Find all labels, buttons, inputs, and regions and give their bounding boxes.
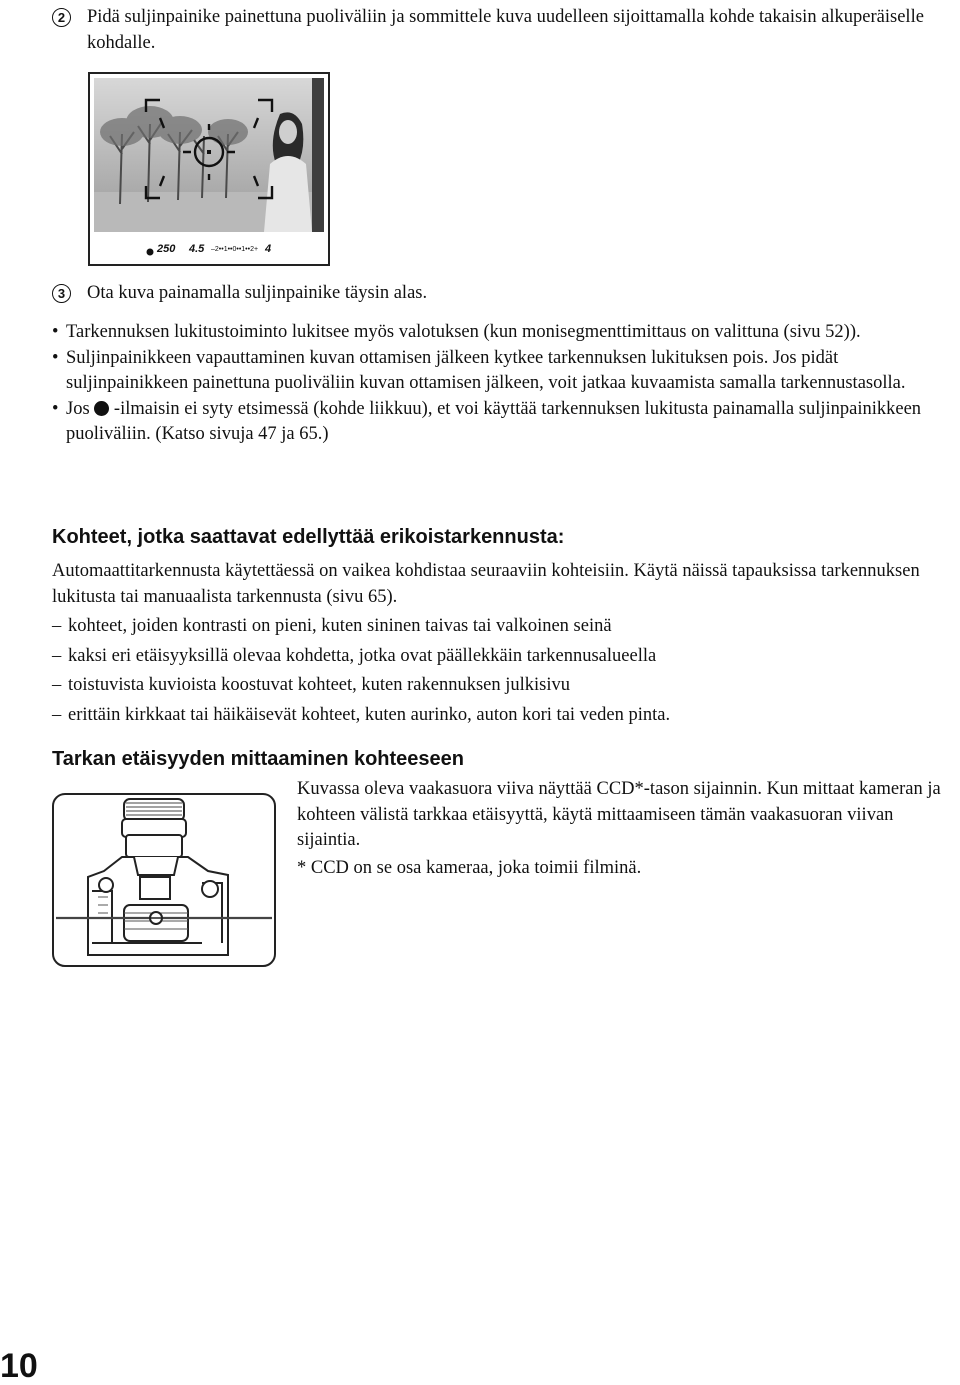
- step-2-text: Pidä suljinpainike painettuna puoliväliin ja sommittele kuva uudelleen sijoittamalla kohde takaisin alkuperäiselle kohdalle.: [87, 7, 924, 53]
- camera-drawing: [52, 793, 276, 967]
- list-item: [52, 701, 947, 731]
- dash-symbol: –: [52, 616, 62, 636]
- difficult-subjects-list: [52, 612, 947, 730]
- section-intro: Automaattitarkennusta käytettäessä on vaikea kohdistaa seuraaviin kohteisiin. Käytä näissä tapauksissa tarkennuksen lukitusta tai manuaalista tarkennusta (sivu 65).: [52, 561, 920, 607]
- step-3: [52, 281, 942, 307]
- bullet-symbol: •: [52, 322, 59, 342]
- readout-scale: –2••1••0••1••2+: [211, 246, 259, 253]
- page-number: 10: [0, 1347, 38, 1385]
- bullet-symbol: •: [52, 347, 59, 368]
- list-item-text: toistuvista kuvioista koostuvat kohteet, kuten rakennuksen julkisivu: [68, 675, 571, 695]
- distance-paragraph: Kuvassa oleva vaakasuora viiva näyttää CCD*-tason sijainnin. Kun mittaat kameran ja kohteen välistä tarkkaa etäisyyttä, käytä mittaamiseen tämän vaakasuoran viivan sijaintia.: [297, 779, 941, 850]
- bullet-symbol: •: [52, 398, 59, 419]
- viewfinder-illustration: [88, 72, 330, 266]
- step-number-2: 2: [52, 8, 71, 27]
- bullet-item: [52, 320, 942, 346]
- bullet-list: [52, 320, 942, 448]
- bullet-item: [52, 397, 942, 448]
- camera-illustration: [52, 793, 276, 967]
- readout-shots: 4: [265, 243, 272, 255]
- list-item-text: erittäin kirkkaat tai häikäisevät kohteet, kuten aurinko, auton kori tai veden pinta.: [68, 704, 671, 725]
- readout-aperture: 4.5: [189, 243, 205, 255]
- list-item: [52, 642, 947, 672]
- step-3-text: Ota kuva painamalla suljinpainike täysin alas.: [87, 283, 428, 303]
- focus-indicator-icon: [94, 401, 109, 416]
- list-item: [52, 612, 947, 642]
- section-heading-special-focus: Kohteet, jotka saattavat edellyttää erikoistarkennusta:: [52, 526, 565, 548]
- bullet-text-after: -ilmaisin ei syty etsimessä (kohde liikkuu), et voi käyttää tarkennuksen lukitusta painamalla suljinpainikkeen puoliväliin. (Katso sivuja 47 ja 65.): [66, 398, 922, 444]
- readout-shutter: 250: [157, 243, 176, 255]
- list-item-text: kohteet, joiden kontrasti on pieni, kuten sininen taivas tai valkoinen seinä: [68, 616, 612, 636]
- ccd-footnote: * CCD on se osa kameraa, joka toimii filminä.: [297, 858, 642, 878]
- step-2: [52, 5, 942, 56]
- viewfinder-image: [90, 74, 328, 264]
- list-item-text: kaksi eri etäisyyksillä olevaa kohdetta, jotka ovat päällekkäin tarkennusalueella: [68, 645, 657, 666]
- bullet-text: Suljinpainikkeen vapauttaminen kuvan ottamisen jälkeen kytkee tarkennuksen lukituksen pois. Jos pidät suljinpainikkeen painettuna puoliväliin kuvan ottamisen jälkeen, voit jatkaa kuvaamista samalla tarkennustasolla.: [66, 347, 906, 393]
- focus-indicator-dot: [147, 249, 154, 256]
- list-item: [52, 671, 947, 701]
- step-number-3: 3: [52, 284, 71, 303]
- dash-symbol: –: [52, 645, 62, 666]
- bullet-text: Tarkennuksen lukitustoiminto lukitsee myös valotuksen (kun monisegmenttimittaus on valittuna (sivu 52)).: [66, 322, 861, 342]
- section-heading-distance: Tarkan etäisyyden mittaaminen kohteeseen: [52, 748, 465, 770]
- bullet-text-before: Jos: [66, 398, 90, 419]
- dash-symbol: –: [52, 704, 62, 725]
- dash-symbol: –: [52, 675, 62, 695]
- bullet-item: [52, 346, 942, 397]
